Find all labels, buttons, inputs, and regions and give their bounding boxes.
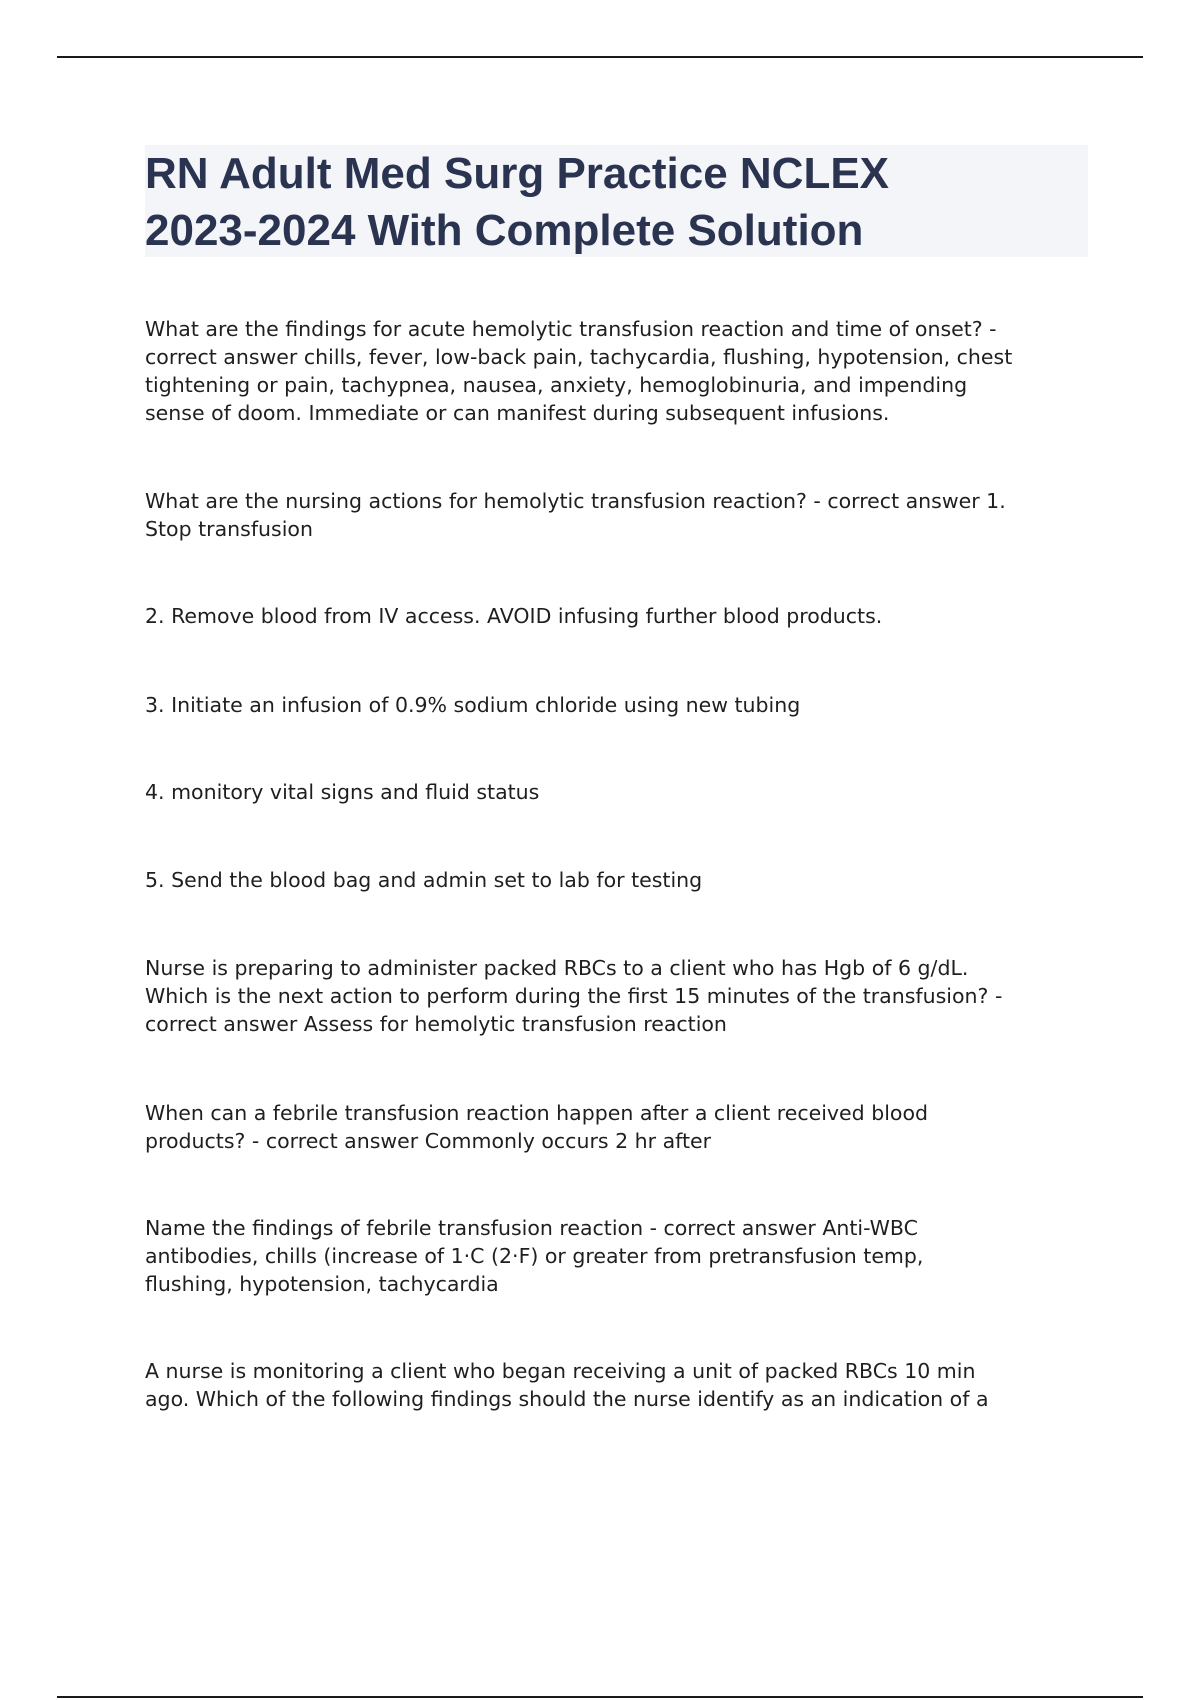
text-line: antibodies, chills (increase of 1·C (2·F) or greater from pretransfusion temp, bbox=[145, 1244, 924, 1268]
text-line: Name the findings of febrile transfusion reaction - correct answer Anti-WBC bbox=[145, 1216, 918, 1240]
document-title-line: 2023-2024 With Complete Solution bbox=[145, 206, 864, 255]
qa-paragraph bbox=[145, 1099, 1095, 1155]
qa-paragraph bbox=[145, 315, 1095, 427]
document-title-line: RN Adult Med Surg Practice NCLEX bbox=[145, 149, 890, 198]
bottom-divider bbox=[57, 1696, 1143, 1698]
text-line: 2. Remove blood from IV access. AVOID infusing further blood products. bbox=[145, 604, 883, 628]
text-line: ago. Which of the following findings should the nurse identify as an indication of a bbox=[145, 1387, 989, 1411]
text-line: Nurse is preparing to administer packed RBCs to a client who has Hgb of 6 g/dL. bbox=[145, 956, 969, 980]
qa-paragraph bbox=[145, 954, 1095, 1038]
text-line: 5. Send the blood bag and admin set to lab for testing bbox=[145, 868, 703, 892]
text-line: sense of doom. Immediate or can manifest during subsequent infusions. bbox=[145, 401, 890, 425]
document-title bbox=[145, 145, 1088, 259]
text-line: A nurse is monitoring a client who began receiving a unit of packed RBCs 10 min bbox=[145, 1359, 976, 1383]
text-line: Stop transfusion bbox=[145, 517, 313, 541]
text-line: 3. Initiate an infusion of 0.9% sodium chloride using new tubing bbox=[145, 693, 801, 717]
list-step bbox=[145, 866, 1095, 894]
text-line: correct answer chills, fever, low-back pain, tachycardia, flushing, hypotension, chest bbox=[145, 345, 1013, 369]
qa-paragraph bbox=[145, 1357, 1095, 1413]
text-line: tightening or pain, tachypnea, nausea, anxiety, hemoglobinuria, and impending bbox=[145, 373, 968, 397]
list-step bbox=[145, 778, 1095, 806]
text-line: flushing, hypotension, tachycardia bbox=[145, 1272, 499, 1296]
text-line: Which is the next action to perform during the first 15 minutes of the transfusion? - bbox=[145, 984, 1003, 1008]
list-step bbox=[145, 602, 1095, 630]
text-line: products? - correct answer Commonly occurs 2 hr after bbox=[145, 1129, 712, 1153]
text-line: What are the findings for acute hemolytic transfusion reaction and time of onset? - bbox=[145, 317, 997, 341]
text-line: correct answer Assess for hemolytic transfusion reaction bbox=[145, 1012, 727, 1036]
list-step bbox=[145, 691, 1095, 719]
top-divider bbox=[57, 56, 1143, 58]
qa-paragraph bbox=[145, 487, 1095, 543]
qa-paragraph bbox=[145, 1214, 1095, 1298]
text-line: What are the nursing actions for hemolytic transfusion reaction? - correct answer 1. bbox=[145, 489, 1006, 513]
text-line: 4. monitory vital signs and fluid status bbox=[145, 780, 540, 804]
text-line: When can a febrile transfusion reaction happen after a client received blood bbox=[145, 1101, 929, 1125]
